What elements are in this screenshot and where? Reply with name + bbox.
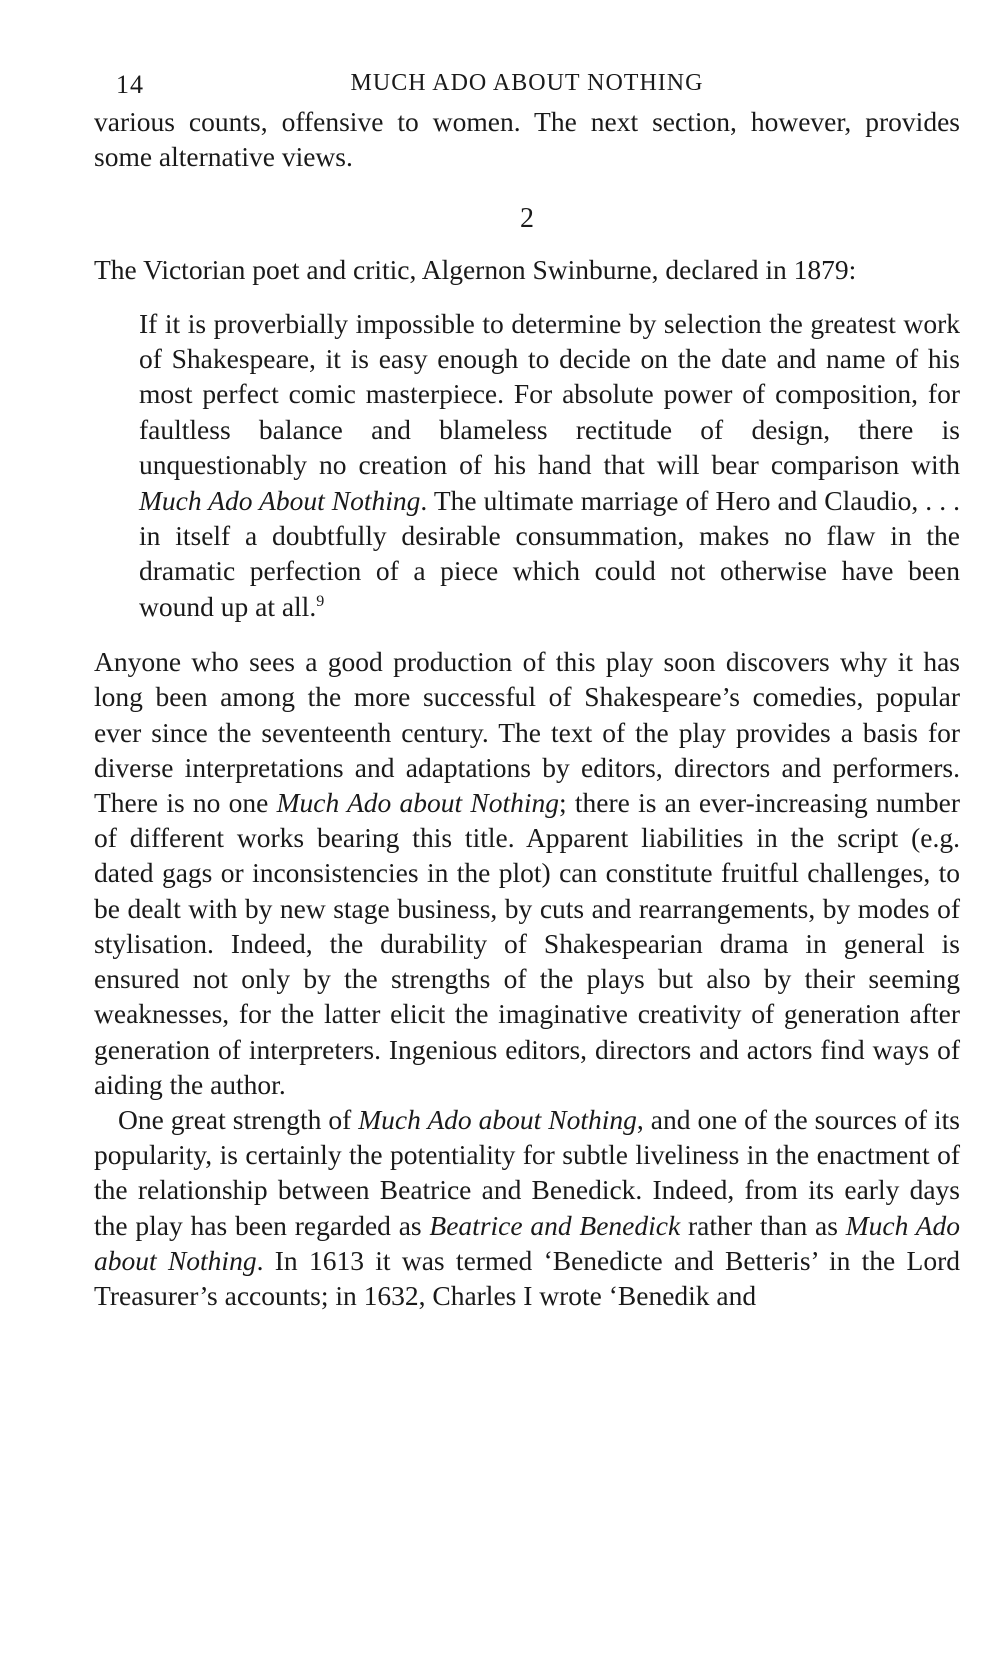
quote-text-part: If it is proverbially impossible to determine by selection the greatest work of Shakespeare, it is easy enough to decide on the date and name of his most perfect comic masterpiece. For absolute power of composition, for faultless balance and blameless rectitude of design, there is unquestionably no creation of his hand that will bear comparison with <box>139 307 960 481</box>
paragraph-text: One great strength of <box>118 1103 359 1135</box>
intro-paragraph: The Victorian poet and critic, Algernon Swinburne, declared in 1879: <box>94 254 857 286</box>
quote-text-part: . The ultimate marriage of Hero and Claudio, . . . in itself a doubtfully desirable consummation, makes no flaw in the dramatic perfection of a piece which could not otherwise have been wound up at all. <box>139 484 961 622</box>
block-quote <box>139 306 960 625</box>
quote-text <box>139 306 960 625</box>
section-number: 2 <box>520 203 534 235</box>
work-title: Much Ado about Nothing <box>276 787 559 819</box>
body-paragraph <box>94 644 960 1102</box>
paragraph-text: rather than as <box>680 1209 846 1241</box>
paragraph-text: , and one of the sources of its popularity, is certainly the potentiality for subtle liveliness in the enactment of the relationship between Beatrice and Benedick. Indeed, from its early days the play has been regarded as <box>94 1103 960 1241</box>
work-title: Much Ado about Nothing <box>358 1103 637 1135</box>
work-title: Beatrice and Benedick <box>429 1209 681 1241</box>
opening-paragraph: various counts, offensive to women. The next section, however, provides some alternative views. <box>94 106 960 173</box>
body-paragraph <box>94 1102 960 1313</box>
paragraph-text: ; there is an ever-increasing number of different works bearing this title. Apparent liabilities in the script (e.g. dated gags or inconsistencies in the plot) can constitute fruitful challenges, to be dealt with by new stage business, by cuts and rearrangements, by modes of stylisation. Indeed, the durability of Shakespearian drama in general is ensured not only by the strengths of the plays but also by their seeming weaknesses, for the latter elicit the imaginative creativity of generation after generation of interpreters. Ingenious editors, directors and actors find ways of aiding the author. <box>94 787 961 1100</box>
footnote-marker: 9 <box>316 592 325 610</box>
work-title: Much Ado about Nothing <box>94 1209 960 1276</box>
quote-work-title: Much Ado About Nothing <box>139 484 421 516</box>
running-head <box>94 60 960 104</box>
paragraph-text: . In 1613 it was termed ‘Benedicte and Betteris’ in the Lord Treasurer’s accounts; in 1632, Charles I wrote ‘Benedik and <box>94 1244 960 1311</box>
page-number: 14 <box>116 70 144 99</box>
running-title: MUCH ADO ABOUT NOTHING <box>350 70 704 96</box>
paragraph-text: Anyone who sees a good production of this play soon discovers why it has long been among the more successful of Shakespeare’s comedies, popular ever since the seventeenth century. The text of the play provides a basis for diverse interpretations and adaptations by editors, directors and performers. There is no one <box>94 646 960 819</box>
book-page <box>94 60 960 1313</box>
